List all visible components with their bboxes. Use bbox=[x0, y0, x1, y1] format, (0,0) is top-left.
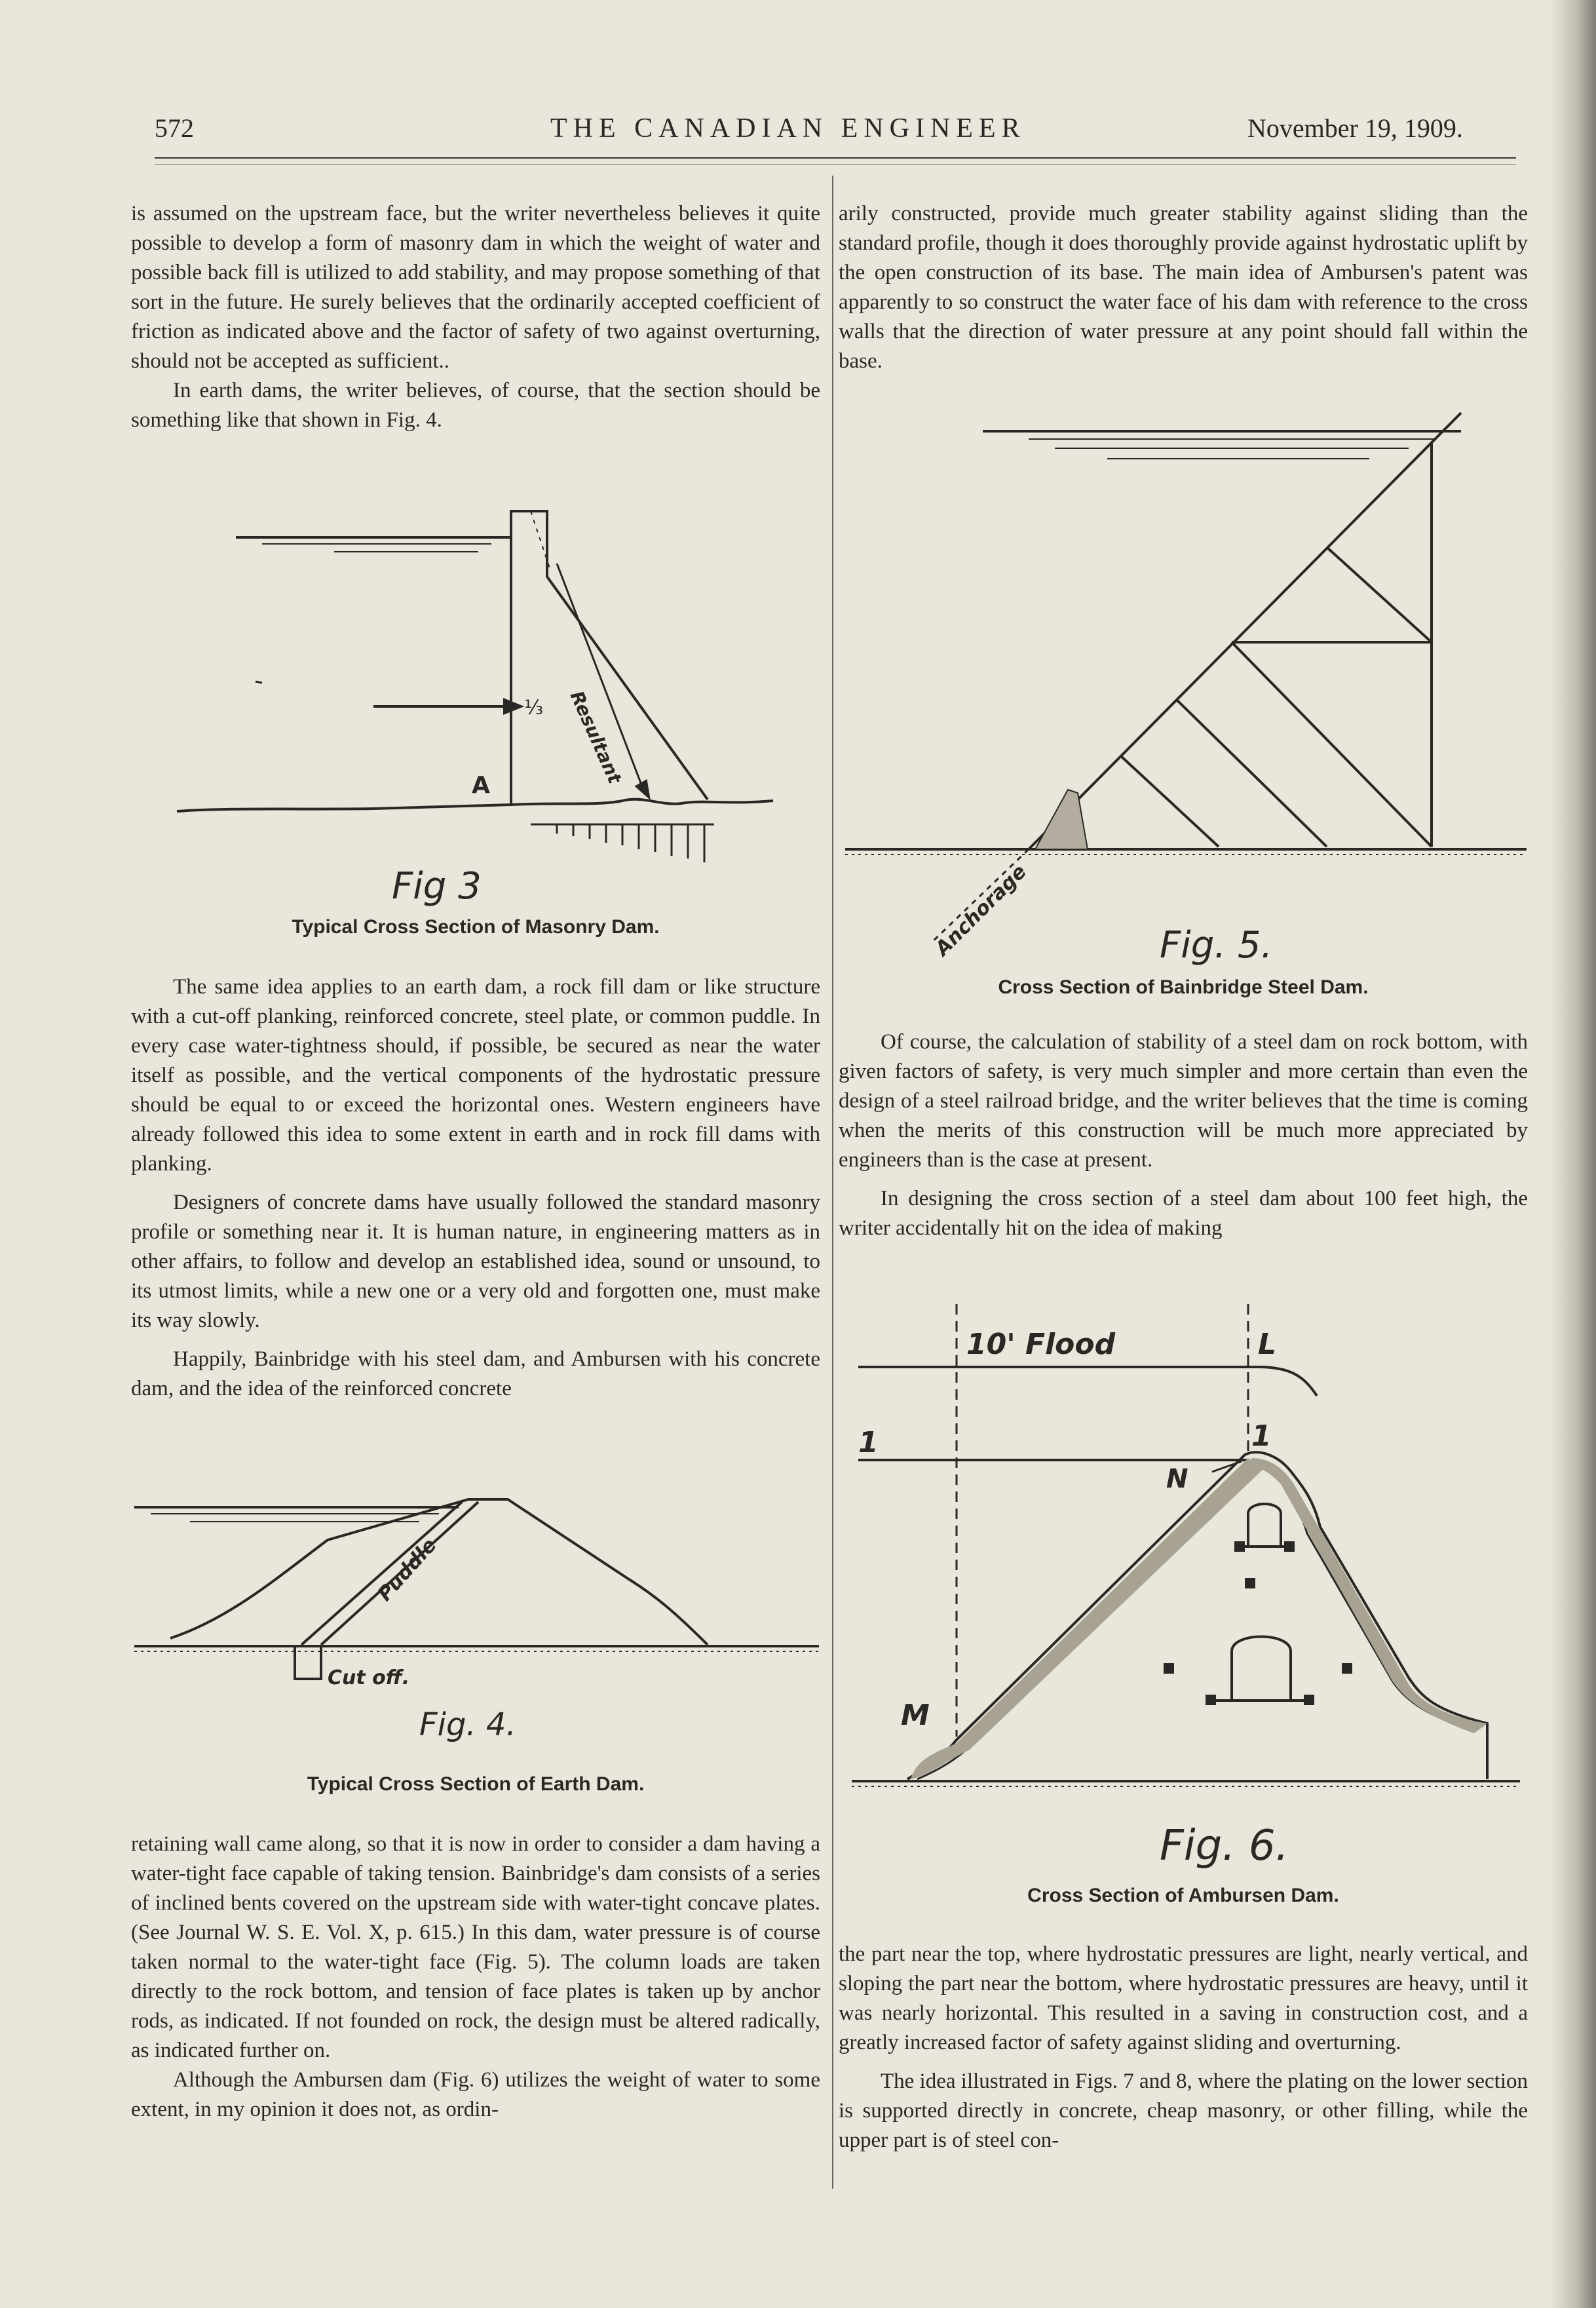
right-text-block-1 bbox=[839, 199, 1528, 376]
l-label: L bbox=[1258, 1328, 1277, 1361]
fig6-ambursen-dam-diagram bbox=[845, 1298, 1527, 1822]
flood-label: 10' Flood bbox=[966, 1328, 1116, 1361]
n-label: N bbox=[1166, 1464, 1188, 1494]
m-label: M bbox=[901, 1699, 930, 1732]
one-label-right: 1 bbox=[1251, 1419, 1272, 1453]
resultant-label: Resultant bbox=[565, 687, 626, 787]
page-edge-shadow bbox=[1550, 0, 1596, 2308]
bolt bbox=[1246, 1579, 1254, 1587]
fig3-label: Fig 3 bbox=[392, 865, 482, 908]
bolt bbox=[1285, 1543, 1293, 1550]
paragraph: the part near the top, where hydrostatic pressures are light, nearly vertical, and sloping the part near the bottom, where hydrostatic pressures are heavy, until it was nearly horizontal. This resulted in a saving in construction cost, and a greatly increased factor of safety against sliding and overturning. bbox=[839, 1942, 1528, 2054]
page-number: 572 bbox=[155, 113, 194, 143]
column-divider bbox=[832, 176, 833, 2189]
point-a-label: A bbox=[472, 772, 490, 799]
fig4-earth-dam-diagram bbox=[131, 1474, 826, 1723]
fig3-masonry-dam-diagram bbox=[164, 498, 793, 885]
paragraph: Although the Ambursen dam (Fig. 6) utilizes the weight of water to some extent, in my opinion it does not, as ordin- bbox=[131, 2068, 820, 2121]
deck-fill-right bbox=[1251, 1458, 1487, 1733]
fig5-caption: Cross Section of Bainbridge Steel Dam. bbox=[998, 976, 1369, 998]
one-label-left: 1 bbox=[858, 1426, 879, 1459]
header-rule bbox=[155, 157, 1516, 159]
bent-1 bbox=[1327, 547, 1432, 642]
resultant-arrowhead bbox=[637, 781, 649, 797]
cutoff-trench bbox=[295, 1645, 321, 1679]
fig4-label: Fig. 4. bbox=[419, 1706, 516, 1743]
fig3-caption: Typical Cross Section of Masonry Dam. bbox=[292, 916, 660, 938]
right-text-block-2 bbox=[839, 1028, 1528, 1243]
pressure-arrowhead bbox=[504, 700, 521, 713]
puddle-label: Puddle bbox=[373, 1533, 442, 1606]
right-text-block-3 bbox=[839, 1940, 1528, 2155]
paragraph: The idea illustrated in Figs. 7 and 8, where the plating on the lower section is supported directly in concrete, cheap masonry, or other filling, while the upper part is of steel con- bbox=[839, 2069, 1528, 2152]
bolt bbox=[1305, 1696, 1313, 1704]
issue-date: November 19, 1909. bbox=[1247, 113, 1463, 143]
paragraph: is assumed on the upstream face, but the writer nevertheless believes it quite possible to develop a form of masonry dam in which the weight of water and possible back fill is utilized to add stability, and may propose something of that sort in the future. He surely believes that the ordinarily accepted coefficient of friction as indicated above and the factor of safety of two against overturning, should not be accepted as sufficient.. bbox=[131, 202, 820, 373]
paragraph: arily constructed, provide much greater stability against sliding than the standard profile, though it does thoroughly provide against hydrostatic uplift by the open construction of its base. The main idea of Ambursen's patent was apparently to so construct the water face of his dam with reference to the cross walls that the direction of water pressure at any point should fall within the base. bbox=[839, 202, 1528, 373]
paragraph: Of course, the calculation of stability of a steel dam on rock bottom, with given factors of safety, is very much simpler and more certain than even the design of a steel railroad bridge, and the writer believes that the time is coming when the merits of this construction will be much more appreciated by engineers than is the case at present. bbox=[839, 1030, 1528, 1172]
fig6-caption: Cross Section of Ambursen Dam. bbox=[1027, 1885, 1339, 1906]
bent-5 bbox=[1120, 756, 1219, 847]
bolt bbox=[1343, 1664, 1351, 1672]
paragraph: In earth dams, the writer believes, of course, that the section should be something like that shown in Fig. 4. bbox=[131, 379, 820, 432]
fig5-label: Fig. 5. bbox=[1160, 924, 1273, 967]
fig4-caption: Typical Cross Section of Earth Dam. bbox=[307, 1773, 645, 1795]
third-mark: ⅓ bbox=[524, 697, 544, 720]
deck-outer bbox=[907, 1452, 1487, 1779]
upper-opening bbox=[1248, 1504, 1281, 1547]
left-text-block-3 bbox=[131, 1830, 820, 2125]
bolt bbox=[1165, 1664, 1173, 1672]
paragraph: The same idea applies to an earth dam, a rock fill dam or like structure with a cut-off planking, reinforced concrete, steel plate, or common puddle. In every case water-tightness should, if possible, be secured as near the water itself as possible, and the vertical components of the hydrostatic pressure should be equal to or exceed the horizontal ones. Western engineers have already followed this idea to some extent in earth and in rock fill dams with planking. bbox=[131, 975, 820, 1176]
uplift-arrows bbox=[557, 824, 704, 862]
bent-4 bbox=[1176, 699, 1327, 847]
anchorage-label: Anchorage bbox=[930, 860, 1031, 961]
tick-mark bbox=[256, 682, 262, 683]
paragraph: retaining wall came along, so that it is now in order to consider a dam having a water-tight face capable of taking tension. Bainbridge's dam consists of a series of inclined bents covered on the upstream side with water-tight concave plates. (See Journal W. S. E. Vol. X, p. 615.) In this dam, water pressure is of course taken normal to the water-tight face (Fig. 5). The column loads are taken directly to the rock bottom, and tension of face plates is taken up by anchor rods, as indicated. If not founded on rock, the design must be altered radically, as indicated further on. bbox=[131, 1832, 820, 2062]
paragraph: Designers of concrete dams have usually followed the standard masonry profile or something near it. It is human nature, in engineering matters as in other affairs, to follow and develop an established idea, sound or unsound, to its utmost limits, while a new one or a very old and forgotten one, must make its way slowly. bbox=[131, 1191, 820, 1332]
fig6-label: Fig. 6. bbox=[1160, 1822, 1289, 1870]
journal-title: THE CANADIAN ENGINEER bbox=[550, 113, 1026, 144]
bent-3 bbox=[1232, 642, 1432, 847]
left-text-block-2 bbox=[131, 972, 820, 1404]
paragraph: In designing the cross section of a steel dam about 100 feet high, the writer accidentally hit on the idea of making bbox=[839, 1187, 1528, 1240]
fig5-bainbridge-dam-diagram bbox=[845, 406, 1527, 983]
cutoff-label: Cut off. bbox=[328, 1666, 410, 1689]
dam-face bbox=[1029, 413, 1461, 849]
ground-line bbox=[177, 799, 773, 811]
lower-opening bbox=[1232, 1637, 1291, 1701]
paragraph: Happily, Bainbridge with his steel dam, and Ambursen with his concrete dam, and the idea of the reinforced concrete bbox=[131, 1347, 820, 1400]
bolt bbox=[1236, 1543, 1244, 1550]
left-text-block-1 bbox=[131, 199, 820, 435]
bolt bbox=[1207, 1696, 1215, 1704]
